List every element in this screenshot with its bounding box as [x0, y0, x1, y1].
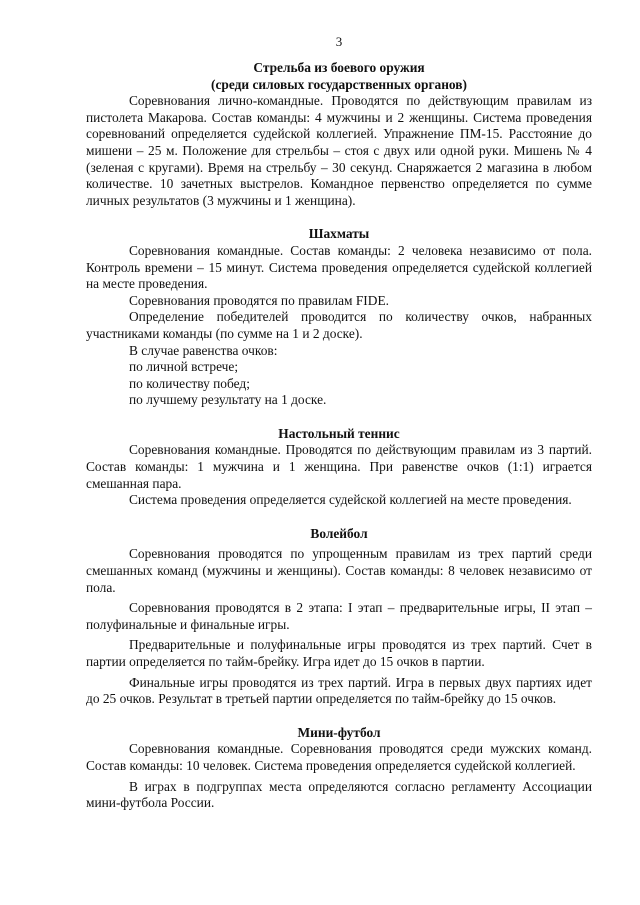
paragraph: Соревнования командные. Состав команды: 2 человека независимо от пола. Контроль времени – 15 минут. Система проведения определяется судейской коллегией на месте проведения.	[86, 242, 592, 292]
list-item: по количеству побед;	[129, 375, 250, 391]
paragraph: Финальные игры проводятся из трех партий. Игра в первых двух партиях идет до 25 очков. Результат в третьей партии определяется по тайм-брейку до 15 очков.	[86, 674, 592, 707]
section-title: Волейбол	[310, 525, 368, 541]
paragraph: Система проведения определяется судейской коллегией на месте проведения.	[129, 492, 572, 508]
paragraph: Соревнования командные. Соревнования проводятся среди мужских команд. Состав команды: 10 человек. Система проведения определяется судейской коллегией.	[86, 741, 592, 773]
section-chess	[86, 226, 592, 409]
section-shooting	[86, 60, 592, 209]
section-title: Стрельба из боевого оружия	[253, 60, 425, 75]
paragraph: Определение победителей проводится по количеству очков, набранных участниками команды (по сумме на 1 и 2 доске).	[86, 309, 592, 341]
list-item: по лучшему результату на 1 доске.	[129, 392, 327, 408]
section-volleyball	[86, 526, 592, 708]
section-title: Шахматы	[308, 226, 370, 242]
section-mini-football	[86, 725, 592, 812]
paragraph: В играх в подгруппах места определяются согласно регламенту Ассоциации мини-футбола России.	[86, 778, 592, 811]
section-title: Мини-футбол	[297, 724, 381, 740]
paragraph: Соревнования лично-командные. Проводятся по действующим правилам из пистолета Макарова. Состав команды: 4 мужчины и 2 женщины. Система проведения соревнований определяется судейской коллегией. Упражнение ПМ-15. Расстояние до мишени – 25 м. Положение для стрельбы – стоя с двух или одной руки. Мишень № 4 (зеленая с кругами). Время на стрельбу – 30 секунд. Снаряжается 2 магазина в любом количестве. 10 зачетных выстрелов. Командное первенство определяется по сумме личных результатов (3 мужчины и 1 женщина).	[86, 93, 592, 208]
section-table-tennis	[86, 426, 592, 509]
paragraph: В случае равенства очков:	[129, 342, 278, 358]
page-number: 3	[335, 34, 343, 49]
paragraph: Предварительные и полуфинальные игры проводятся из трех партий. Счет в партии определяется по тайм-брейку. Игра идет до 15 очков в партии.	[86, 637, 592, 669]
section-title: Настольный теннис	[278, 425, 400, 441]
paragraph: Соревнования командные. Проводятся по действующим правилам из 3 партий. Состав команды: 1 мужчина и 1 женщина. При равенстве очков (1:1) играется смешанная пара.	[86, 442, 592, 491]
paragraph: Соревнования проводятся по упрощенным правилам из трех партий среди смешанных команд (мужчины и женщины). Состав команды: 8 человек независимо от пола.	[86, 546, 592, 595]
paragraph: Соревнования проводятся в 2 этапа: I этап – предварительные игры, II этап – полуфинальные и финальные игры.	[86, 600, 592, 632]
paragraph: Соревнования проводятся по правилам FIDE.	[129, 292, 389, 308]
list-item: по личной встрече;	[129, 359, 239, 375]
section-subtitle: (среди силовых государственных органов)	[210, 76, 467, 92]
